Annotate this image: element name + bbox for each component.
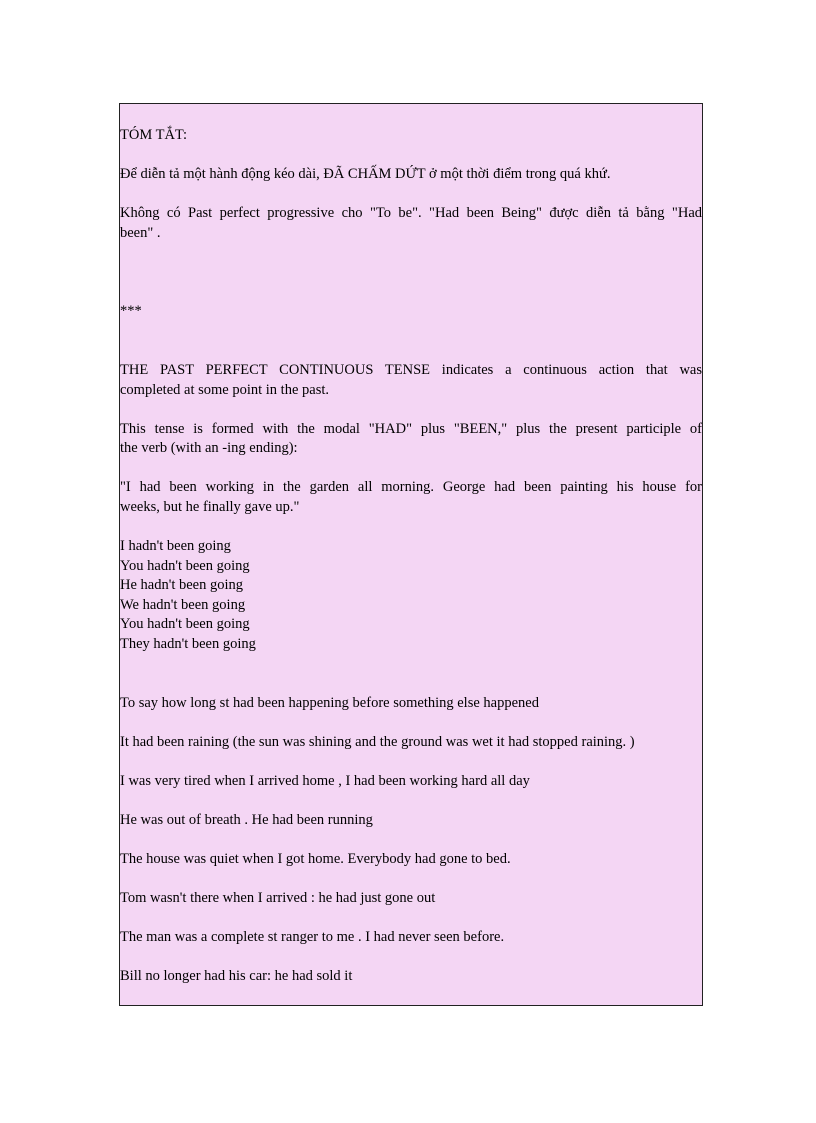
summary-line-1: Để diễn tả một hành động kéo dài, ĐÃ CHẤM DỨT ở một thời điểm trong quá khứ. <box>120 166 611 182</box>
formation-line-2: the verb (with an -ing ending): <box>120 440 298 456</box>
formation-line-1: This tense is formed with the modal "HAD" plus "BEEN," plus the present participle of <box>120 421 702 437</box>
example-sentence: He was out of breath . He had been running <box>120 812 373 828</box>
text-box <box>119 103 703 1006</box>
negative-form: I hadn't been going <box>120 538 231 554</box>
summary-heading: TÓM TẮT: <box>120 127 188 143</box>
negative-form: You hadn't been going <box>120 558 250 574</box>
example-sentence: It had been raining (the sun was shining and the ground was wet it had stopped raining. ) <box>120 734 635 750</box>
example-sentence: Bill no longer had his car: he had sold it <box>120 968 353 984</box>
example-sentence: The man was a complete st ranger to me . I had never seen before. <box>120 929 505 945</box>
negative-form: You hadn't been going <box>120 616 250 632</box>
definition-line-2: completed at some point in the past. <box>120 382 329 398</box>
summary-line-2a: Không có Past perfect progressive cho "To be". "Had been Being" được diễn tả bằng "Had <box>120 205 702 221</box>
usage-note: To say how long st had been happening before something else happened <box>120 695 539 711</box>
negative-form: We hadn't been going <box>120 597 246 613</box>
example-line-1: "I had been working in the garden all morning. George had been painting his house for <box>120 479 702 495</box>
example-sentence: The house was quiet when I got home. Everybody had gone to bed. <box>120 851 511 867</box>
example-line-2: weeks, but he finally gave up." <box>120 499 300 515</box>
example-sentence: Tom wasn't there when I arrived : he had just gone out <box>120 890 436 906</box>
definition-line-1: THE PAST PERFECT CONTINUOUS TENSE indicates a continuous action that was <box>120 362 702 378</box>
negative-form: He hadn't been going <box>120 577 244 593</box>
negative-form: They hadn't been going <box>120 636 256 652</box>
summary-line-2b: been" . <box>120 225 161 241</box>
separator: *** <box>120 303 142 319</box>
example-sentence: I was very tired when I arrived home , I had been working hard all day <box>120 773 530 789</box>
